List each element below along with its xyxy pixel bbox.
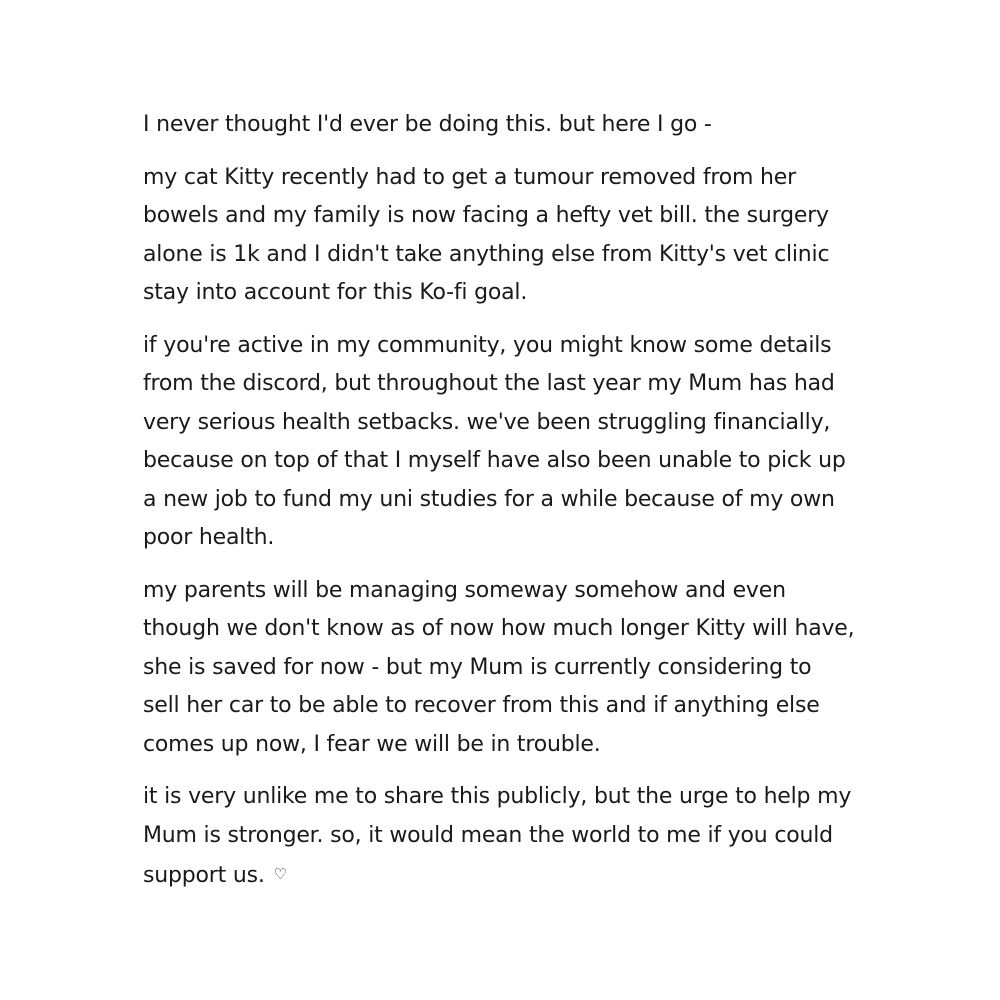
text-line: Mum is stronger. so, it would mean the world to me if you could	[143, 822, 833, 848]
text-line: a new job to fund my uni studies for a while because of my own	[143, 486, 835, 512]
text-line: stay into account for this Ko-fi goal.	[143, 280, 528, 305]
text-line: I never thought I'd ever be doing this. but here I go -	[143, 112, 712, 137]
text-line: she is saved for now - but my Mum is currently considering to	[143, 654, 812, 680]
message-body	[143, 106, 883, 910]
text-line: because on top of that I myself have also been unable to pick up	[143, 448, 846, 473]
text-line: poor health.	[143, 525, 275, 550]
paragraph-intro	[143, 106, 883, 145]
text-line: support us.	[143, 863, 265, 888]
text-line: though we don't know as of now how much longer Kitty will have,	[143, 616, 855, 641]
text-line: my parents will be managing someway somehow and even	[143, 577, 786, 603]
text-line: my cat Kitty recently had to get a tumour removed from her	[143, 164, 796, 190]
text-line: it is very unlike me to share this publicly, but the urge to help my	[143, 784, 852, 809]
paragraph-health	[143, 327, 883, 558]
text-line: from the discord, but throughout the last year my Mum has had	[143, 371, 835, 396]
paragraph-appeal	[143, 778, 883, 896]
heart-icon: ♡	[273, 865, 287, 883]
text-line: sell her car to be able to recover from this and if anything else	[143, 693, 820, 718]
text-line: alone is 1k and I didn't take anything else from Kitty's vet clinic	[143, 241, 830, 267]
text-line: bowels and my family is now facing a hefty vet bill. the surgery	[143, 203, 829, 228]
text-line: comes up now, I fear we will be in trouble.	[143, 731, 601, 757]
paragraph-vet-bill	[143, 159, 883, 313]
text-line: very serious health setbacks. we've been struggling financially,	[143, 409, 831, 435]
text-line: if you're active in my community, you might know some details	[143, 332, 832, 358]
paragraph-parents	[143, 572, 883, 765]
